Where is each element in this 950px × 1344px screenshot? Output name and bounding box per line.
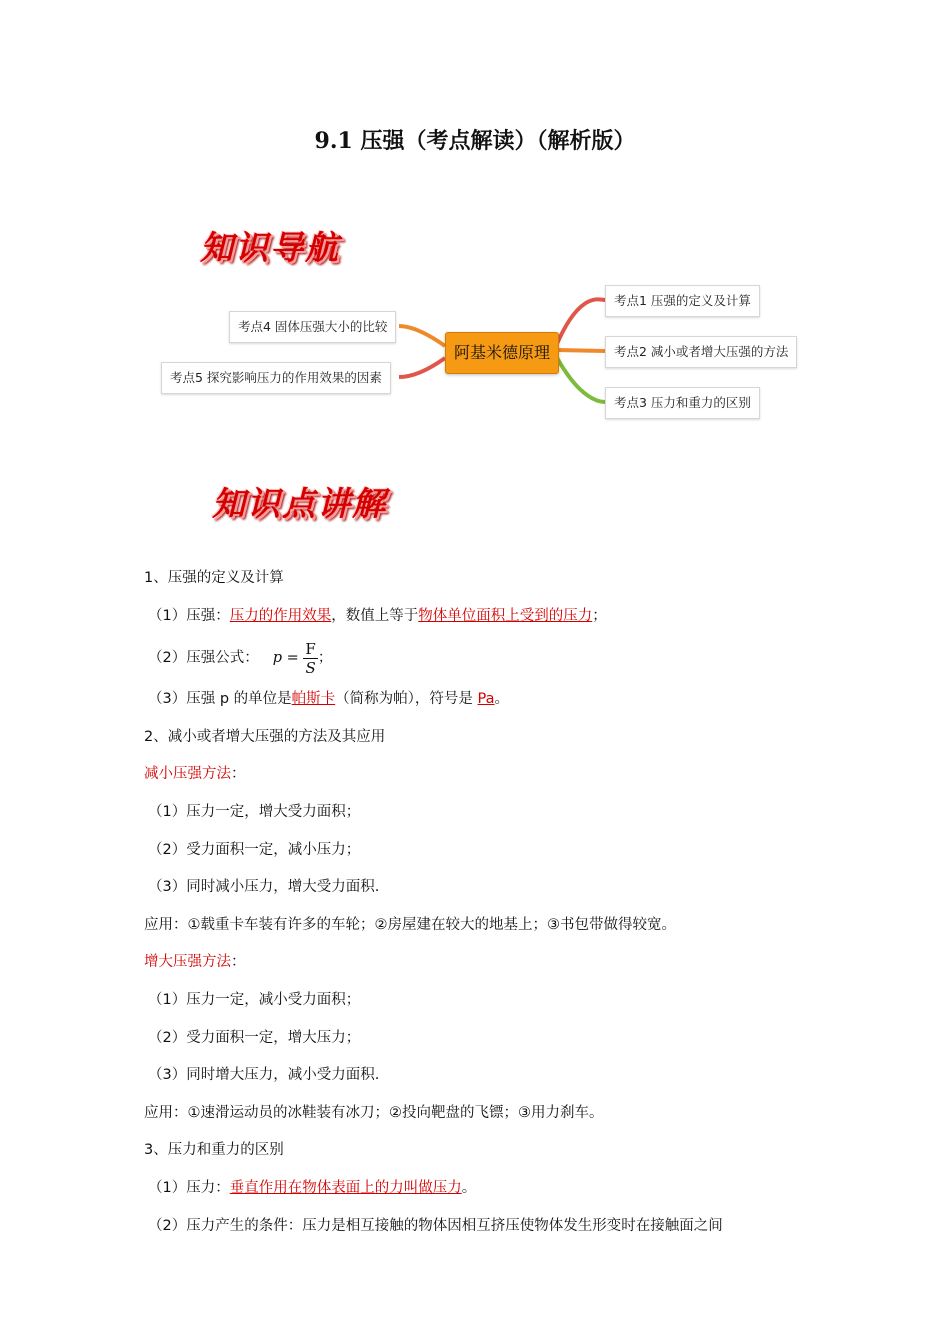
- increase-applications: 应用：①速滑运动员的冰鞋装有冰刀；②投向靶盘的飞镖；③用力刹车。: [144, 1104, 604, 1121]
- mind-map-node-point-1: 考点1 压强的定义及计算: [605, 285, 760, 317]
- text: ；: [317, 650, 333, 667]
- explanation-content: [144, 560, 824, 1245]
- knowledge-navigation-banner: 知识导航: [200, 228, 340, 267]
- formula-denominator: S: [305, 658, 316, 677]
- branch-left-5: [399, 358, 445, 377]
- branch-right-2: [556, 350, 605, 351]
- pressure-force-definition: [144, 1170, 824, 1208]
- text: （2）压强公式：: [148, 650, 259, 667]
- formula-p: p: [272, 650, 283, 667]
- text: ：: [231, 954, 246, 971]
- text: ；: [592, 607, 607, 624]
- pressure-unit: [144, 681, 824, 719]
- branch-right-1: [556, 299, 605, 346]
- pressure-formula: [144, 635, 824, 681]
- list-item: （3）同时减小压力，增大受力面积.: [148, 879, 380, 896]
- key-term: 物体单位面积上受到的压力: [418, 607, 593, 624]
- mind-map-center-node: 阿基米德原理: [445, 332, 559, 374]
- list-item: （3）同时增大压力，减小受力面积.: [148, 1067, 380, 1084]
- mind-map-node-point-3: 考点3 压力和重力的区别: [605, 387, 760, 419]
- key-term: 垂直作用在物体表面上的力叫做压力: [229, 1179, 462, 1196]
- formula-fraction: [303, 640, 317, 677]
- pressure-definition: [144, 598, 824, 636]
- branch-right-3: [556, 356, 605, 402]
- reduce-applications: 应用：①载重卡车装有许多的车轮；②房屋建在较大的地基上；③书包带做得较宽。: [144, 916, 676, 933]
- list-item: （1）压力一定，增大受力面积；: [148, 803, 361, 820]
- reduce-pressure-heading: [144, 756, 824, 794]
- text: ：: [231, 766, 246, 783]
- formula-equals: =: [282, 650, 304, 667]
- section-2-heading: 2、减小或者增大压强的方法及其应用: [144, 728, 386, 745]
- key-term: Pa: [477, 691, 495, 708]
- text: （1）压力：: [148, 1179, 230, 1196]
- key-term: 压力的作用效果: [229, 607, 332, 624]
- text: （1）压强：: [148, 607, 230, 624]
- key-term: 帕斯卡: [291, 691, 336, 708]
- knowledge-explanation-banner: 知识点讲解: [212, 484, 387, 523]
- pressure-force-condition: （2）压力产生的条件：压力是相互接触的物体因相互挤压使物体发生形变时在接触面之间: [148, 1217, 723, 1234]
- page-title: 9.1 压强（考点解读）（解析版）: [314, 128, 636, 154]
- mind-map-node-point-2: 考点2 减小或者增大压强的方法: [605, 336, 797, 368]
- section-3-heading: 3、压力和重力的区别: [144, 1142, 284, 1159]
- text: ，数值上等于: [331, 607, 419, 624]
- text: （3）压强 p 的单位是: [148, 691, 292, 708]
- text: （简称为帕），符号是: [335, 691, 478, 708]
- text: 增大压强方法: [144, 954, 231, 971]
- list-item: （1）压力一定，减小受力面积；: [148, 991, 361, 1008]
- text: 。: [461, 1179, 477, 1196]
- mind-map-node-point-5: 考点5 探究影响压力的作用效果的因素: [161, 362, 391, 394]
- mind-map-node-point-4: 考点4 固体压强大小的比较: [229, 311, 396, 343]
- section-1-heading: 1、压强的定义及计算: [144, 570, 284, 586]
- list-item: （2）受力面积一定，增大压力；: [148, 1029, 361, 1046]
- text: 减小压强方法: [144, 766, 231, 783]
- branch-left-4: [399, 326, 445, 346]
- list-item: （2）受力面积一定，减小压力；: [148, 841, 361, 858]
- increase-pressure-heading: [144, 944, 824, 982]
- formula-numerator: F: [305, 639, 316, 658]
- text: 。: [494, 691, 509, 708]
